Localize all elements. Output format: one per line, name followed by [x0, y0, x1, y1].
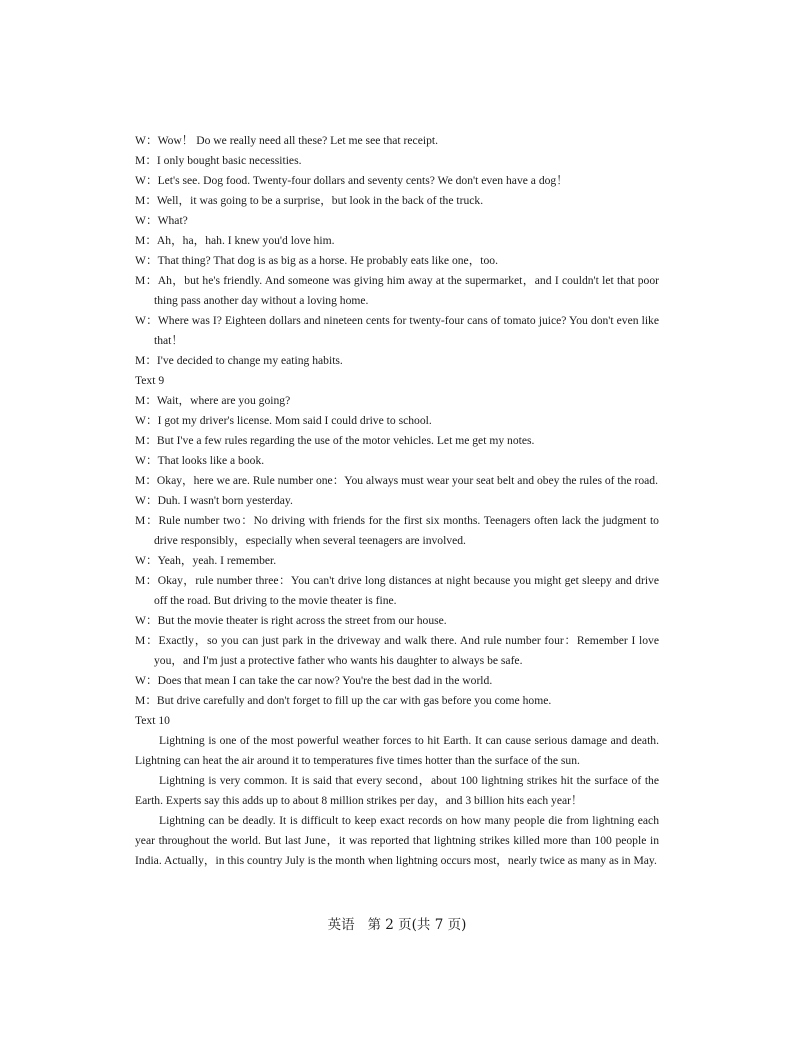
dialogue-text: Okay，rule number three：You can't drive long distances at night because you might get sleepy and drive off the road. But driving to the movie theater is fine. — [154, 574, 659, 607]
speaker-separator: ： — [145, 194, 157, 207]
dialogue-text: That thing? That dog is as big as a horse. He probably eats like one，too. — [157, 254, 498, 267]
passage-paragraph: Lightning is very common. It is said that every second，about 100 lightning strikes hit the surface of the Earth. Experts say this adds up to about 8 million strikes per day，and 3 billion hits each year！ — [135, 774, 659, 807]
speaker-separator: ： — [145, 614, 158, 627]
passage-paragraph: Lightning can be deadly. It is difficult to keep exact records on how many people die from lightning each year throughout the world. But last June，it was reported that lightning strikes killed more than 100 people in India. Actually，in this country July is the month when lightning occurs most，nearly twice as many as in May. — [135, 814, 659, 867]
dialogue-text: Ah，but he's friendly. And someone was giving him away at the supermarket，and I couldn't let that poor thing pass another day without a loving home. — [154, 274, 659, 307]
speaker-separator: ： — [145, 454, 158, 467]
speaker-separator: ： — [145, 674, 158, 687]
speaker-label: W — [135, 494, 146, 507]
speaker-separator: ： — [145, 574, 158, 587]
dialogue-line — [135, 471, 659, 491]
speaker-separator: ： — [145, 254, 158, 267]
dialogue-line — [135, 451, 659, 471]
dialogue-block-1 — [135, 131, 659, 371]
dialogue-text: Does that mean I can take the car now? You're the best dad in the world. — [157, 674, 493, 687]
speaker-label: M — [135, 194, 146, 207]
speaker-separator: ： — [145, 394, 157, 407]
dialogue-text: Rule number two：No driving with friends for the first six months. Teenagers often lack the judgment to drive responsibly，especially when several teenagers are involved. — [154, 514, 659, 547]
dialogue-text: Yeah，yeah. I remember. — [157, 554, 277, 567]
speaker-separator: ： — [145, 554, 158, 567]
speaker-label: W — [135, 174, 146, 187]
speaker-label: W — [135, 414, 146, 427]
dialogue-text: What? — [157, 214, 188, 227]
speaker-label: W — [135, 454, 146, 467]
speaker-label: W — [135, 674, 146, 687]
speaker-separator: ： — [145, 414, 158, 427]
dialogue-text: Wait，where are you going? — [156, 394, 291, 407]
dialogue-text: Well，it was going to be a surprise，but look in the back of the truck. — [156, 194, 484, 207]
speaker-separator: ： — [145, 274, 158, 287]
document-body — [135, 131, 659, 871]
dialogue-line — [135, 611, 659, 631]
speaker-label: M — [135, 394, 146, 407]
dialogue-line — [135, 411, 659, 431]
speaker-label: M — [135, 434, 146, 447]
speaker-separator: ： — [145, 234, 157, 247]
dialogue-text: That looks like a book. — [157, 454, 265, 467]
speaker-separator: ： — [145, 494, 158, 507]
dialogue-text: But the movie theater is right across the street from our house. — [157, 614, 447, 627]
speaker-separator: ： — [145, 474, 157, 487]
dialogue-text: Wow！ Do we really need all these? Let me see that receipt. — [157, 134, 438, 147]
speaker-label: M — [135, 634, 146, 647]
speaker-separator: ： — [145, 134, 158, 147]
speaker-separator: ： — [145, 634, 159, 647]
dialogue-text: I've decided to change my eating habits. — [156, 354, 343, 367]
speaker-separator: ： — [145, 694, 157, 707]
speaker-label: M — [135, 694, 146, 707]
speaker-label: M — [135, 574, 146, 587]
passage-paragraph: Lightning is one of the most powerful weather forces to hit Earth. It can cause serious damage and death. Lightning can heat the air around it to temperatures five times hotter than the surface of the sun. — [135, 734, 659, 767]
dialogue-block-2 — [135, 391, 659, 711]
dialogue-text: Exactly，so you can just park in the driveway and walk there. And rule number four：Remember I love you，and I'm just a protective father who wants his daughter to always be safe. — [154, 634, 659, 667]
dialogue-line — [135, 671, 659, 691]
dialogue-line — [135, 551, 659, 571]
dialogue-text: I only bought basic necessities. — [156, 154, 302, 167]
passage — [135, 731, 659, 871]
dialogue-text: But I've a few rules regarding the use of the motor vehicles. Let me get my notes. — [156, 434, 535, 447]
dialogue-text: Duh. I wasn't born yesterday. — [157, 494, 293, 507]
dialogue-line — [135, 491, 659, 511]
dialogue-line — [135, 571, 659, 611]
dialogue-line — [135, 431, 659, 451]
dialogue-text: But drive carefully and don't forget to fill up the car with gas before you come home. — [156, 694, 552, 707]
speaker-label: W — [135, 614, 146, 627]
speaker-label: W — [135, 134, 146, 147]
dialogue-line — [135, 131, 659, 151]
speaker-label: M — [135, 154, 146, 167]
speaker-separator: ： — [145, 354, 157, 367]
speaker-label: M — [135, 474, 146, 487]
speaker-label: M — [135, 234, 146, 247]
speaker-label: W — [135, 214, 146, 227]
section-heading-text-10: Text 10 — [135, 714, 170, 727]
dialogue-text: Where was I? Eighteen dollars and nineteen cents for twenty-four cans of tomato juice? You don't even like that！ — [154, 314, 659, 347]
speaker-label: W — [135, 314, 146, 327]
page-footer: 英语 第 2 页(共 7 页) — [327, 917, 467, 933]
section-heading-text-9: Text 9 — [135, 374, 165, 387]
dialogue-line — [135, 191, 659, 211]
dialogue-line — [135, 691, 659, 711]
dialogue-line — [135, 251, 659, 271]
speaker-label: M — [135, 354, 146, 367]
speaker-separator: ： — [145, 214, 158, 227]
dialogue-line — [135, 311, 659, 351]
dialogue-text: I got my driver's license. Mom said I could drive to school. — [157, 414, 432, 427]
dialogue-line — [135, 211, 659, 231]
dialogue-text: Let's see. Dog food. Twenty-four dollars and seventy cents? We don't even have a dog！ — [157, 174, 568, 187]
dialogue-line — [135, 351, 659, 371]
speaker-separator: ： — [145, 174, 158, 187]
speaker-label: W — [135, 254, 146, 267]
speaker-label: M — [135, 514, 146, 527]
dialogue-text: Okay，here we are. Rule number one：You always must wear your seat belt and obey the rules of the road. — [156, 474, 658, 487]
speaker-separator: ： — [145, 314, 158, 327]
speaker-label: M — [135, 274, 146, 287]
speaker-separator: ： — [145, 154, 157, 167]
speaker-separator: ： — [145, 434, 157, 447]
dialogue-line — [135, 171, 659, 191]
dialogue-line — [135, 391, 659, 411]
dialogue-line — [135, 271, 659, 311]
speaker-separator: ： — [145, 514, 159, 527]
dialogue-text: Ah，ha，hah. I knew you'd love him. — [156, 234, 335, 247]
dialogue-line — [135, 151, 659, 171]
dialogue-line — [135, 511, 659, 551]
dialogue-line — [135, 231, 659, 251]
speaker-label: W — [135, 554, 146, 567]
dialogue-line — [135, 631, 659, 671]
